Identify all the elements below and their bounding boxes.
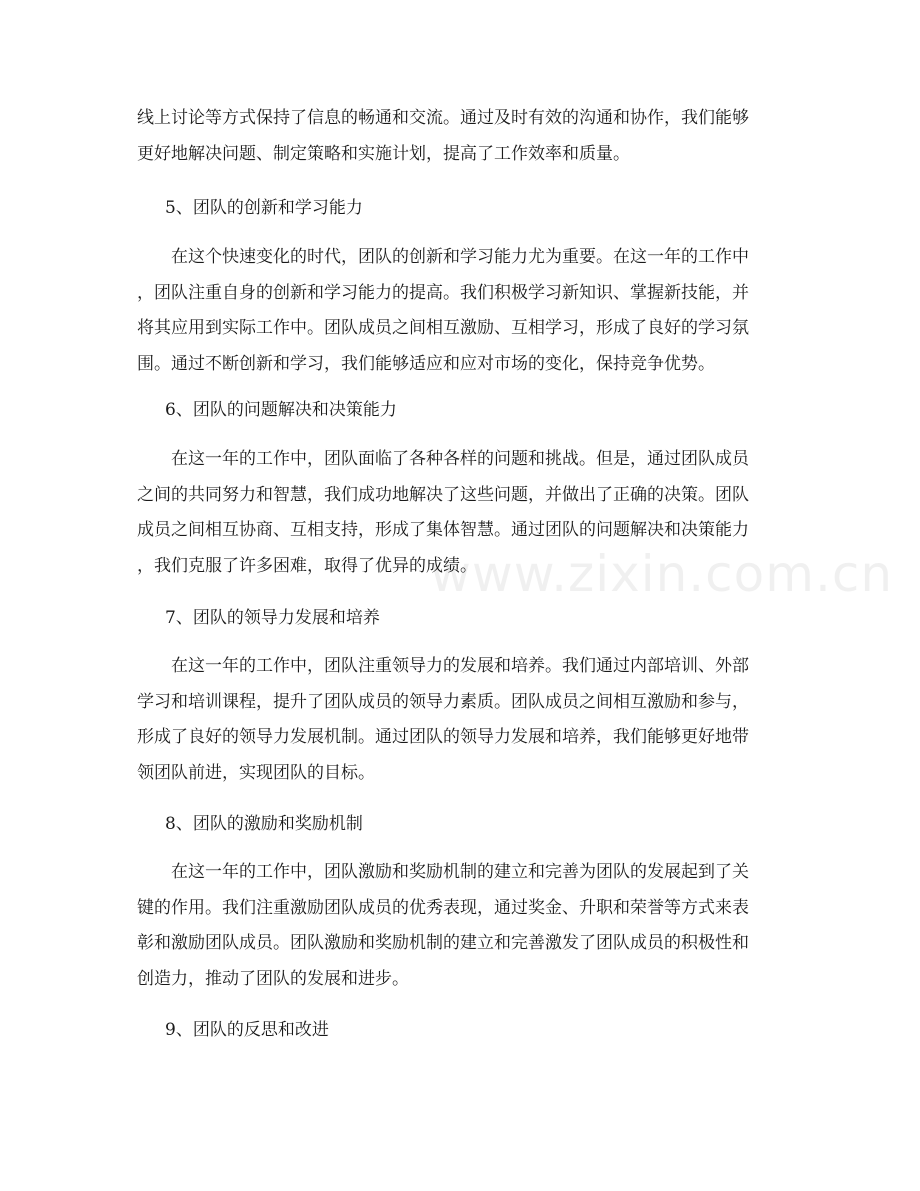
paragraph-line: 在这一年的工作中，团队激励和奖励机制的建立和完善为团队的发展起到了关 — [171, 862, 749, 882]
paragraph-line: 在这一年的工作中，团队面临了各种各样的问题和挑战。但是，通过团队成员 — [171, 449, 749, 469]
paragraph-line: 之间的共同努力和智慧，我们成功地解决了这些问题，并做出了正确的决策。团队 — [137, 484, 749, 505]
section-heading-7: 7、团队的领导力发展和培养 — [165, 608, 380, 628]
section-heading-9: 9、团队的反思和改进 — [165, 1020, 329, 1040]
paragraph-line: 彰和激励团队成员。团队激励和奖励机制的建立和完善激发了团队成员的积极性和 — [137, 933, 749, 954]
paragraph-line: 将其应用到实际工作中。团队成员之间相互激励、互相学习，形成了良好的学习氛 — [137, 318, 749, 339]
paragraph-section-6 — [137, 442, 787, 584]
section-heading-5: 5、团队的创新和学习能力 — [165, 198, 363, 218]
watermark: www.zixin.com.cn — [430, 545, 894, 603]
paragraph-line: 线上讨论等方式保持了信息的畅通和交流。通过及时有效的沟通和协作，我们能够 — [137, 108, 749, 128]
paragraph-line: 在这一年的工作中，团队注重领导力的发展和培养。我们通过内部培训、外部 — [171, 656, 749, 676]
paragraph-line: 创造力，推动了团队的发展和进步。 — [137, 968, 409, 989]
paragraph-line: 在这个快速变化的时代，团队的创新和学习能力尤为重要。在这一年的工作中 — [171, 247, 749, 267]
paragraph-section-8 — [137, 855, 787, 997]
paragraph-intro — [137, 101, 787, 172]
paragraph-line: ，团队注重自身的创新和学习能力的提高。我们积极学习新知识、掌握新技能，并 — [137, 282, 749, 303]
section-heading-8: 8、团队的激励和奖励机制 — [165, 814, 363, 834]
paragraph-line: 领团队前进，实现团队的目标。 — [137, 762, 375, 783]
paragraph-line: 键的作用。我们注重激励团队成员的优秀表现，通过奖金、升职和荣誉等方式来表 — [137, 897, 749, 918]
paragraph-line: 围。通过不断创新和学习，我们能够适应和应对市场的变化，保持竞争优势。 — [137, 353, 715, 374]
paragraph-section-7 — [137, 649, 787, 791]
paragraph-line: 更好地解决问题、制定策略和实施计划，提高了工作效率和质量。 — [137, 143, 630, 164]
paragraph-line: 成员之间相互协商、互相支持，形成了集体智慧。通过团队的问题解决和决策能力 — [137, 520, 749, 541]
paragraph-line: 形成了良好的领导力发展机制。通过团队的领导力发展和培养，我们能够更好地带 — [137, 727, 749, 748]
paragraph-line: 学习和培训课程，提升了团队成员的领导力素质。团队成员之间相互激励和参与， — [137, 691, 749, 712]
paragraph-line: ，我们克服了许多困难，取得了优异的成绩。 — [137, 555, 477, 576]
section-heading-6: 6、团队的问题解决和决策能力 — [165, 400, 397, 420]
paragraph-section-5 — [137, 240, 787, 382]
